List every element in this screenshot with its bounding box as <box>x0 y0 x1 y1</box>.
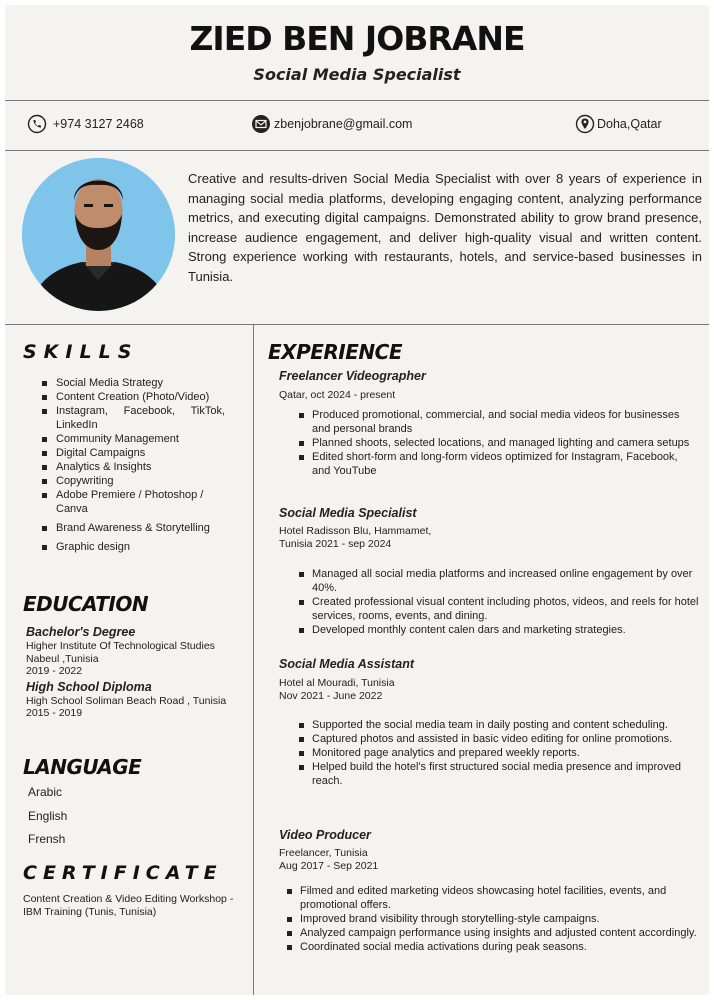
education-heading: EDUCATION <box>23 592 149 616</box>
profile-photo <box>22 158 175 311</box>
skill-item: Graphic design <box>42 540 225 554</box>
job-bullets <box>299 408 699 478</box>
job-title: Freelancer Videographer <box>279 369 426 383</box>
contact-location-text: Doha,Qatar <box>597 117 662 131</box>
job-bullet: Analyzed campaign performance using insights and adjusted content accordingly. <box>287 926 699 940</box>
candidate-role: Social Media Specialist <box>253 65 461 84</box>
job-meta: Qatar, oct 2024 - present <box>279 389 396 401</box>
school-place: Nabeul ,Tunisia <box>26 652 99 665</box>
job-bullet: Created professional visual content including photos, videos, and reels for hotel services, rooms, events, and dining. <box>299 595 699 623</box>
skill-item: Digital Campaigns <box>42 446 225 460</box>
contact-email-text: zbenjobrane@gmail.com <box>274 117 413 131</box>
contact-location <box>575 114 662 134</box>
job-entry <box>279 369 699 478</box>
contact-phone-text: +974 3127 2468 <box>53 117 144 131</box>
skills-heading: SKILLS <box>23 341 139 363</box>
job-meta-line: Aug 2017 - Sep 2021 <box>279 860 379 872</box>
skill-item: Brand Awareness & Storytelling <box>42 521 225 535</box>
job-bullet: Improved brand visibility through storytelling-style campaigns. <box>287 912 699 926</box>
email-icon <box>251 114 271 134</box>
divider <box>5 100 709 101</box>
job-bullets <box>299 567 699 637</box>
column-divider <box>253 325 254 995</box>
job-bullet: Helped build the hotel's first structured social media presence and improved reach. <box>299 760 699 788</box>
job-meta-line: Tunisia 2021 - sep 2024 <box>279 538 392 550</box>
skill-item: Community Management <box>42 432 225 446</box>
contact-phone <box>27 114 144 134</box>
skill-item: Content Creation (Photo/Video) <box>42 390 225 404</box>
job-bullet: Monitored page analytics and prepared weekly reports. <box>299 746 699 760</box>
job-bullet: Supported the social media team in daily posting and content scheduling. <box>299 718 699 732</box>
skill-item: Instagram, Facebook, TikTok, LinkedIn <box>42 404 225 432</box>
job-meta-line: Hotel Radisson Blu, Hammamet, <box>279 525 432 537</box>
divider <box>5 324 709 325</box>
resume-page <box>5 5 709 995</box>
job-bullet: Edited short-form and long-form videos optimized for Instagram, Facebook, and YouTube <box>299 450 699 478</box>
job-title: Video Producer <box>279 828 371 842</box>
job-bullet: Filmed and edited marketing videos showcasing hotel facilities, events, and promotional offers. <box>287 884 699 912</box>
job-entry <box>279 828 699 954</box>
language-heading: LANGUAGE <box>23 755 142 779</box>
skill-item: Analytics & Insights <box>42 460 225 474</box>
divider <box>5 150 709 151</box>
job-meta <box>279 677 699 703</box>
skills-list <box>42 376 225 554</box>
education-list <box>26 625 241 720</box>
job-entry <box>279 657 699 788</box>
job-title: Social Media Specialist <box>279 506 417 520</box>
job-bullet: Developed monthly content calen dars and marketing strategies. <box>299 623 699 637</box>
job-bullets <box>299 718 699 788</box>
profile-summary: Creative and results-driven Social Media Specialist with over 8 years of experience in managing social media platforms, developing engaging content, analyzing performance metrics, and executing digital campaigns. Demonstrated ability to grow brand presence, increase audience engagement, and deliver high-quality visual and written content. Strong experience working with restaurants, hotels, and service-based businesses in Tunisia. <box>188 171 702 284</box>
job-meta-line: Nov 2021 - June 2022 <box>279 690 383 702</box>
job-meta-line: Hotel al Mouradi, Tunisia <box>279 677 395 689</box>
job-bullet: Captured photos and assisted in basic video editing for online promotions. <box>299 732 699 746</box>
phone-icon <box>27 114 47 134</box>
education-years: 2015 - 2019 <box>26 707 83 719</box>
skill-item: Adobe Premiere / Photoshop / Canva <box>42 488 225 516</box>
school-name: High School Soliman Beach Road , Tunisia <box>26 694 227 707</box>
job-bullet: Managed all social media platforms and increased online engagement by over 40%. <box>299 567 699 595</box>
degree-title: High School Diploma <box>26 679 152 694</box>
certificate-text: Content Creation & Video Editing Workshop - IBM Training (Tunis, Tunisia) <box>23 893 234 918</box>
job-bullet: Planned shoots, selected locations, and managed lighting and camera setups <box>299 436 699 450</box>
job-meta-line: Freelancer, Tunisia <box>279 847 368 859</box>
candidate-name: ZIED BEN JOBRANE <box>189 19 525 58</box>
location-icon <box>575 114 595 134</box>
language-list <box>28 785 67 856</box>
school-name: Higher Institute Of Technological Studies <box>26 640 215 652</box>
language-item: Frensh <box>28 832 66 846</box>
job-title: Social Media Assistant <box>279 657 414 671</box>
job-meta <box>279 525 699 551</box>
job-entry <box>279 506 699 637</box>
contact-email <box>251 114 412 134</box>
job-bullet: Produced promotional, commercial, and social media videos for businesses and personal brands <box>299 408 699 436</box>
job-meta <box>279 847 699 873</box>
experience-heading: EXPERIENCE <box>268 340 402 364</box>
skill-item: Copywriting <box>42 474 225 488</box>
job-bullet: Coordinated social media activations during peak seasons. <box>287 940 699 954</box>
certificate-heading: CERTIFICATE <box>23 862 223 884</box>
education-years: 2019 - 2022 <box>26 665 83 677</box>
skill-item: Social Media Strategy <box>42 376 225 390</box>
language-item: Arabic <box>28 785 63 799</box>
job-bullets <box>287 884 699 954</box>
degree-title: Bachelor's Degree <box>26 625 136 639</box>
language-item: English <box>28 808 68 823</box>
